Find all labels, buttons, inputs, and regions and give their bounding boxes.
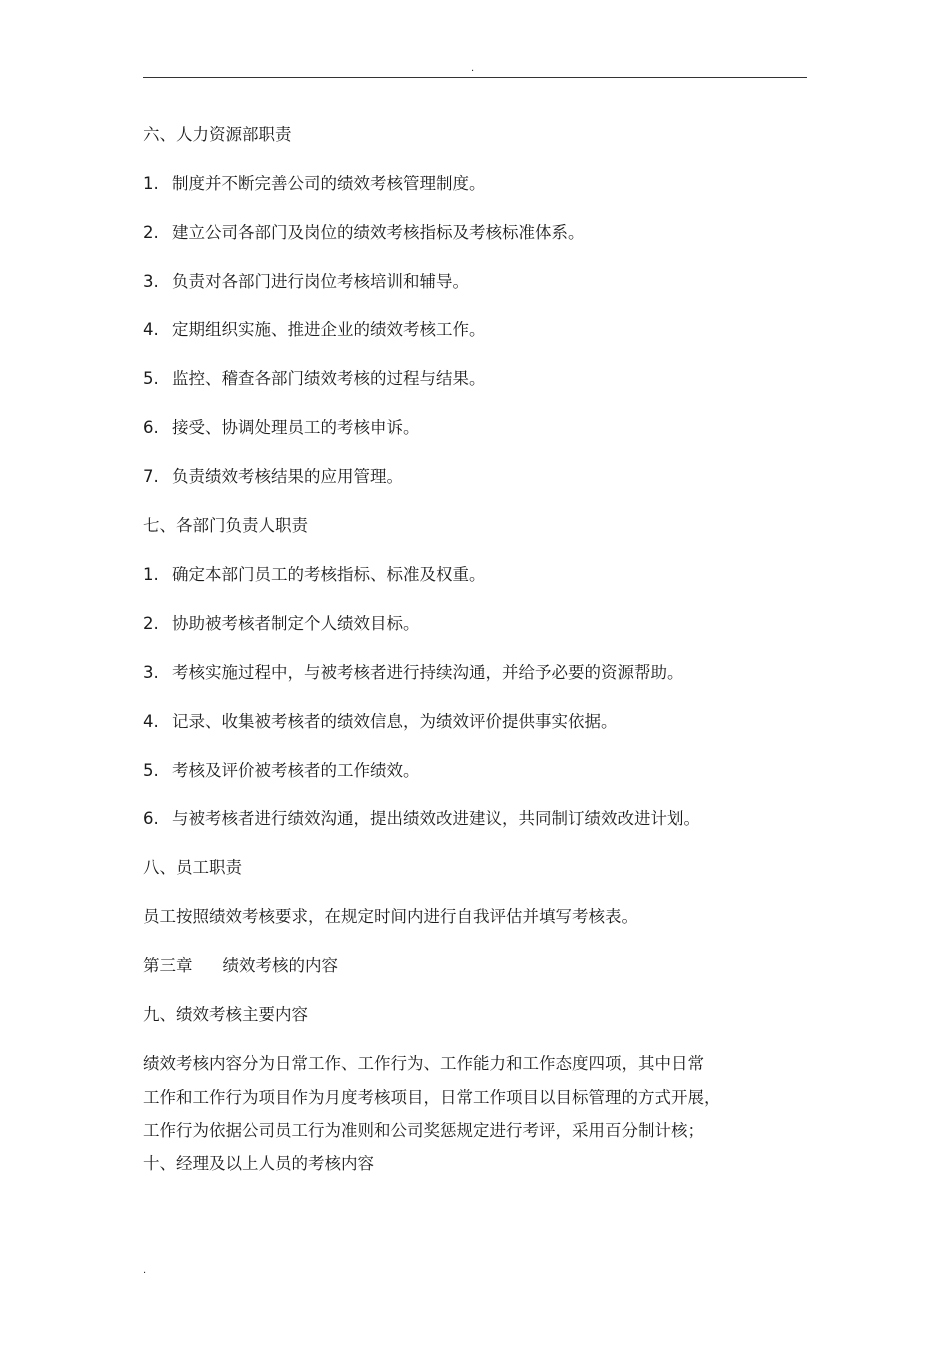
list-item [143, 418, 420, 438]
footer-mark: . [143, 1265, 147, 1276]
list-item [143, 663, 684, 683]
item-text: 与被考核者进行绩效沟通，提出绩效改进建议，共同制订绩效改进计划。 [172, 809, 700, 828]
list-item [143, 320, 486, 340]
list-item [143, 761, 420, 781]
paragraph-line: 工作行为依据公司员工行为准则和公司奖惩规定进行考评，采用百分制计核； [143, 1121, 704, 1140]
list-item [143, 712, 618, 732]
item-number: 2. [143, 614, 159, 633]
item-number: 4. [143, 712, 159, 731]
item-number: 4. [143, 320, 159, 339]
list-item [143, 272, 469, 292]
list-item [143, 174, 486, 194]
item-text: 考核实施过程中，与被考核者进行持续沟通，并给予必要的资源帮助。 [172, 663, 684, 682]
item-text: 考核及评价被考核者的工作绩效。 [172, 761, 420, 780]
item-number: 2. [143, 223, 159, 242]
paragraph-line: 工作和工作行为项目作为月度考核项目，日常工作项目以目标管理的方式开展， [143, 1088, 721, 1107]
list-item [143, 565, 486, 585]
item-number: 3. [143, 272, 159, 291]
item-text: 制度并不断完善公司的绩效考核管理制度。 [172, 174, 486, 193]
header-mark: . [471, 63, 475, 74]
item-text: 建立公司各部门及岗位的绩效考核指标及考核标准体系。 [172, 223, 585, 242]
item-number: 6. [143, 418, 159, 437]
item-number: 3. [143, 663, 159, 682]
list-item [143, 223, 585, 243]
item-number: 5. [143, 369, 159, 388]
item-text: 协助被考核者制定个人绩效目标。 [172, 614, 420, 633]
item-number: 1. [143, 174, 159, 193]
header-rule [143, 77, 807, 78]
item-text: 记录、收集被考核者的绩效信息，为绩效评价提供事实依据。 [172, 712, 618, 731]
item-number: 6. [143, 809, 159, 828]
item-text: 接受、协调处理员工的考核申诉。 [172, 418, 420, 437]
item-text: 负责绩效考核结果的应用管理。 [172, 467, 403, 486]
item-text: 负责对各部门进行岗位考核培训和辅导。 [172, 272, 469, 291]
section-heading: 九、绩效考核主要内容 [143, 1005, 308, 1024]
paragraph: 员工按照绩效考核要求，在规定时间内进行自我评估并填写考核表。 [143, 907, 638, 926]
item-number: 7. [143, 467, 159, 486]
item-number: 5. [143, 761, 159, 780]
item-number: 1. [143, 565, 159, 584]
section-heading: 七、各部门负责人职责 [143, 516, 308, 535]
chapter-heading [143, 956, 338, 976]
section-heading: 六、人力资源部职责 [143, 125, 292, 144]
section-heading: 八、员工职责 [143, 858, 242, 877]
chapter-label: 第三章 [143, 956, 193, 975]
list-item [143, 467, 403, 487]
item-text: 定期组织实施、推进企业的绩效考核工作。 [172, 320, 486, 339]
item-text: 监控、稽查各部门绩效考核的过程与结果。 [172, 369, 486, 388]
section-heading: 十、经理及以上人员的考核内容 [143, 1154, 374, 1173]
list-item [143, 369, 486, 389]
list-item [143, 614, 420, 634]
paragraph-line: 绩效考核内容分为日常工作、工作行为、工作能力和工作态度四项，其中日常 [143, 1054, 704, 1073]
list-item [143, 809, 700, 829]
item-text: 确定本部门员工的考核指标、标准及权重。 [172, 565, 486, 584]
chapter-title: 绩效考核的内容 [222, 956, 338, 975]
